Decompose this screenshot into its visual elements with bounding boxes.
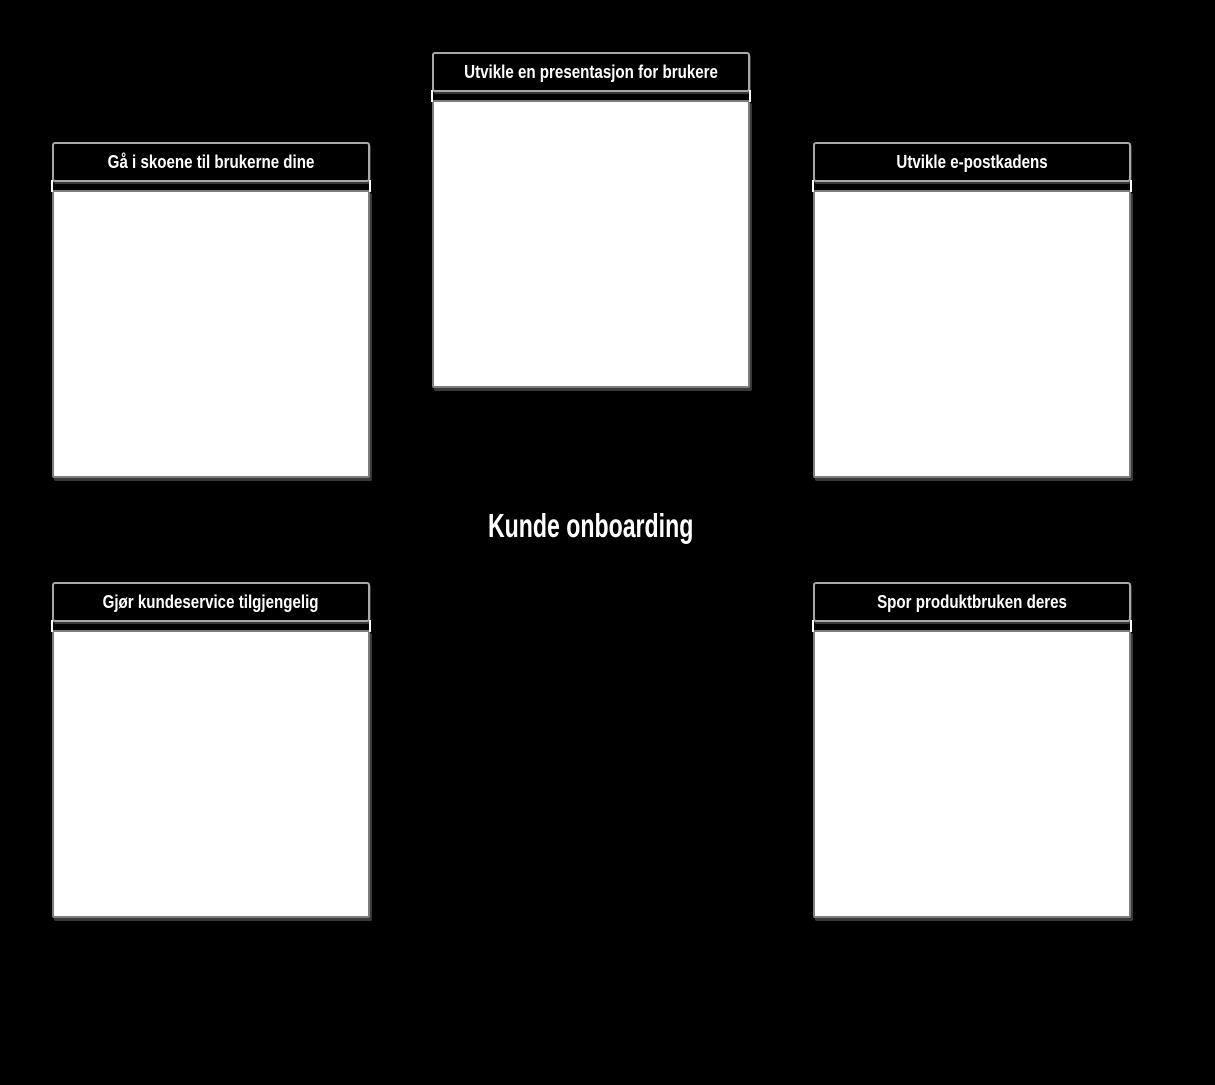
cell-title-label: Gjør kundeservice tilgjengelig: [103, 591, 319, 612]
cell-content-area[interactable]: [432, 100, 750, 388]
cell-title-bar[interactable]: [813, 582, 1131, 622]
diagram-heading-label: Kunde onboarding: [488, 507, 694, 544]
cell-title-bar[interactable]: [52, 582, 370, 622]
cell-content-area[interactable]: [52, 630, 370, 918]
cell-gap-tick-right: [369, 620, 371, 632]
cell-gap-tick-right: [1130, 620, 1132, 632]
cell-gap-tick-right: [369, 180, 371, 192]
diagram-heading: [391, 508, 791, 544]
cell-title-label: Spor produktbruken deres: [877, 591, 1067, 612]
cell-gap-tick-left: [812, 180, 814, 192]
cell-content-area[interactable]: [813, 630, 1131, 918]
cell-gjor-kundeservice: [52, 582, 370, 918]
cell-gap-tick-left: [51, 180, 53, 192]
cell-ga-i-skoene: [52, 142, 370, 478]
cell-content-area[interactable]: [52, 190, 370, 478]
cell-utvikle-epostkadens: [813, 142, 1131, 478]
cell-gap-tick-right: [1130, 180, 1132, 192]
cell-spor-produktbruken: [813, 582, 1131, 918]
cell-title-label: Utvikle en presentasjon for brukere: [464, 61, 718, 82]
cell-gap-tick-left: [812, 620, 814, 632]
cell-gap-tick-left: [51, 620, 53, 632]
cell-title-label: Gå i skoene til brukerne dine: [107, 151, 315, 172]
cell-title-bar[interactable]: [52, 142, 370, 182]
cell-title-bar[interactable]: [813, 142, 1131, 182]
cell-gap-tick-left: [431, 90, 433, 102]
cell-content-area[interactable]: [813, 190, 1131, 478]
cell-gap-tick-right: [749, 90, 751, 102]
cell-utvikle-presentasjon: [432, 52, 750, 388]
cell-title-label: Utvikle e-postkadens: [896, 151, 1048, 172]
cell-title-bar[interactable]: [432, 52, 750, 92]
